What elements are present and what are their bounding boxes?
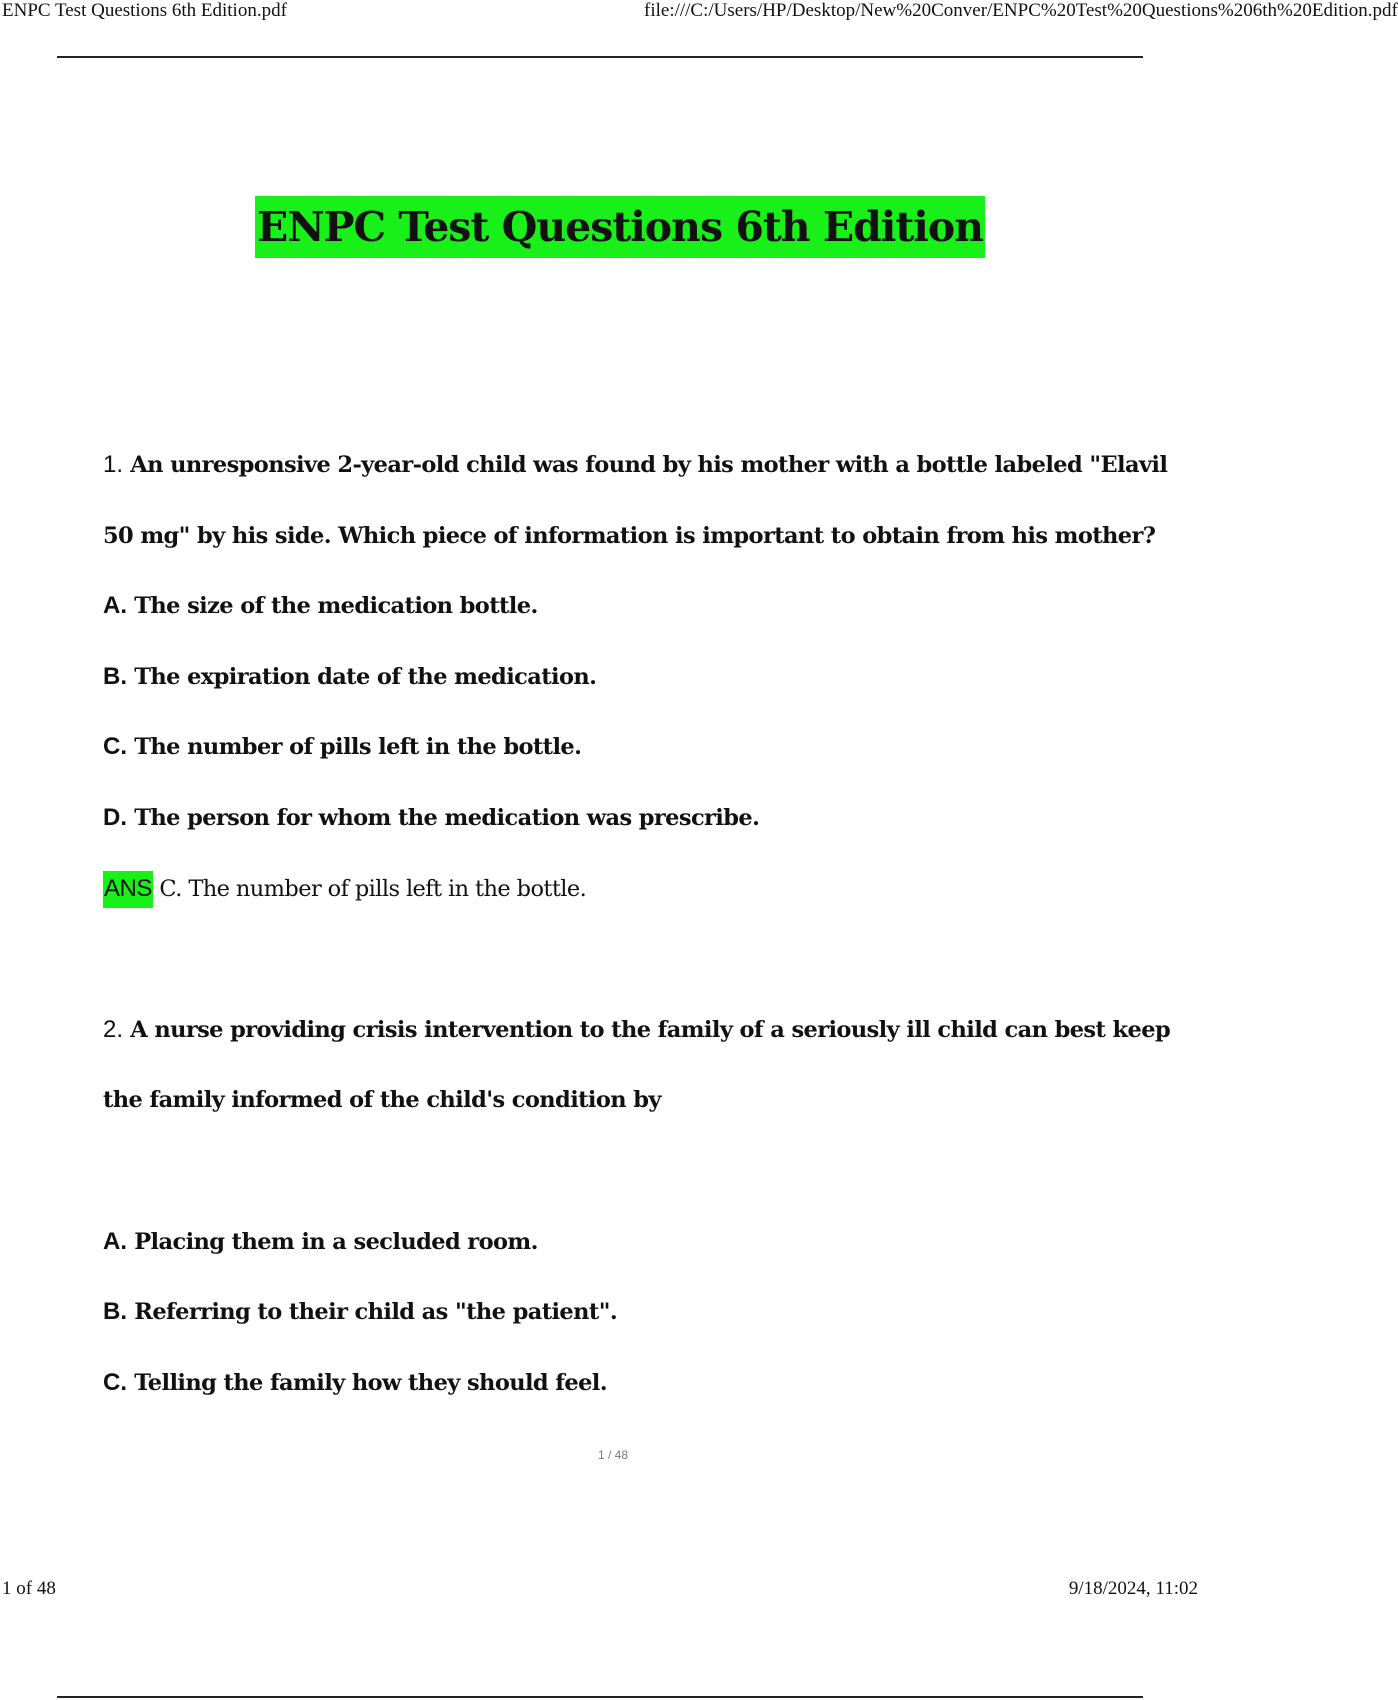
question-2-option-a <box>103 1207 1133 1278</box>
question-text: A nurse providing crisis intervention to the family of a seriously ill child can best keep <box>130 1016 1171 1043</box>
question-2-option-b <box>103 1277 1133 1348</box>
question-2-line-2 <box>103 1065 1133 1136</box>
option-text: The person for whom the medication was prescribe. <box>134 804 760 831</box>
option-letter: D. <box>103 803 127 831</box>
question-1-line-2 <box>103 501 1156 572</box>
answer-badge: ANS <box>103 871 153 908</box>
option-letter: B. <box>103 662 127 690</box>
print-footer-page-count: 1 of 48 <box>2 1578 56 1599</box>
option-letter: B. <box>103 1298 127 1326</box>
option-text: The number of pills left in the bottle. <box>134 734 582 761</box>
question-2-line-1 <box>103 995 1171 1066</box>
question-number: 2. <box>103 1015 124 1043</box>
question-text: An unresponsive 2-year-old child was found by his mother with a bottle labeled "Elavil <box>130 452 1168 478</box>
option-letter: C. <box>103 733 127 761</box>
document-title: ENPC Test Questions 6th Edition <box>255 196 985 258</box>
question-1-option-b <box>103 642 1133 713</box>
question-1-option-c <box>103 712 1133 783</box>
header-divider <box>57 56 1143 58</box>
question-1-option-a <box>103 571 1133 642</box>
option-text: The size of the medication bottle. <box>134 593 538 620</box>
question-1-option-d <box>103 783 1133 854</box>
question-1-answer <box>103 854 1133 925</box>
question-text: 50 mg" by his side. Which piece of information is important to obtain from his mother? <box>103 522 1156 549</box>
option-letter: A. <box>103 592 127 620</box>
option-text: The expiration date of the medication. <box>134 663 597 690</box>
page-indicator: 1 / 48 <box>597 1448 629 1462</box>
print-footer-datetime: 9/18/2024, 11:02 <box>1068 1578 1198 1599</box>
question-1-line-1 <box>103 430 1168 501</box>
spacer <box>103 1136 1133 1207</box>
answer-text: C. The number of pills left in the bottle. <box>159 875 587 902</box>
footer-divider <box>57 1696 1143 1698</box>
option-text: Referring to their child as "the patient". <box>134 1299 618 1326</box>
question-2-option-c <box>103 1348 1133 1419</box>
document-title-container <box>0 196 1240 258</box>
question-number: 1. <box>103 451 124 478</box>
document-body <box>103 430 1171 1418</box>
option-text: Telling the family how they should feel. <box>134 1369 607 1396</box>
option-text: Placing them in a secluded room. <box>134 1228 538 1255</box>
spacer <box>103 924 1133 995</box>
question-text: the family informed of the child's condition by <box>103 1087 661 1114</box>
option-letter: A. <box>103 1227 127 1255</box>
option-letter: C. <box>103 1368 127 1396</box>
print-header-filename: ENPC Test Questions 6th Edition.pdf <box>2 0 287 21</box>
print-header-url: file:///C:/Users/HP/Desktop/New%20Conver/ENPC%20Test%20Questions%206th%20Edition.pdf <box>644 0 1398 21</box>
